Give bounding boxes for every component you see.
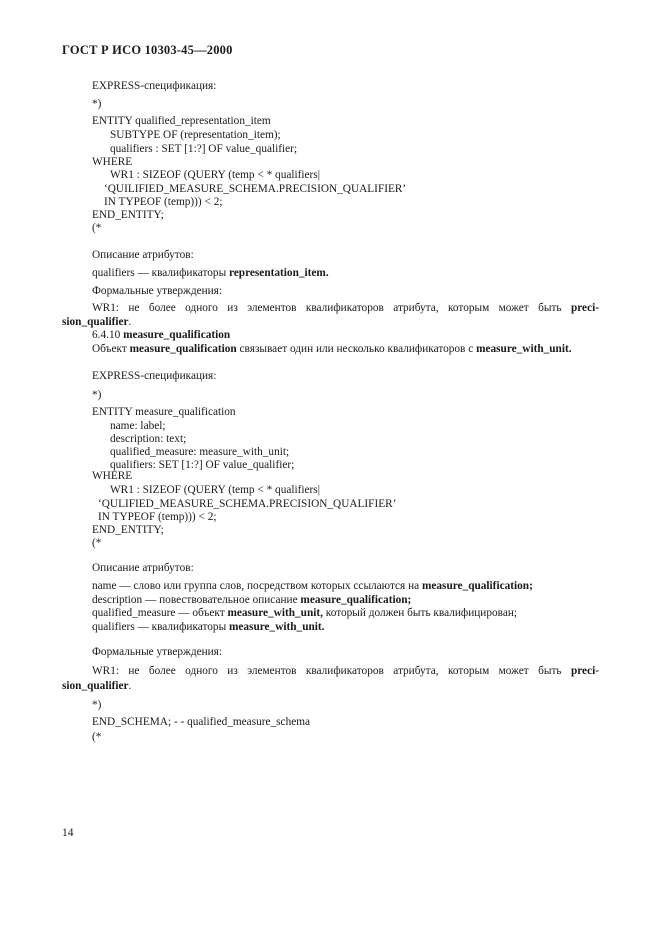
- comment-open: *): [92, 98, 102, 110]
- where-line: WHERE: [92, 156, 133, 168]
- comment-close: (*: [92, 537, 102, 549]
- comment-close: (*: [92, 731, 102, 743]
- attribute-description: name — слово или группа слов, посредством которых ссылаются на measure_qualification;: [92, 580, 533, 592]
- rule-description-cont: sion_qualifier.: [62, 316, 132, 328]
- attributes-label: Описание атрибутов:: [92, 562, 194, 574]
- rule-description: WR1: не более одного из элементов квалификаторов атрибута, которым может быть preci-: [92, 302, 599, 314]
- formal-rules-label: Формальные утверждения:: [92, 646, 223, 658]
- attribute-description: description — повествовательное описание measure_qualification;: [92, 594, 412, 606]
- attribute-description: qualifiers — квалификаторы representation_item.: [92, 267, 329, 279]
- rule-description-cont: sion_qualifier.: [62, 680, 132, 692]
- rule-typeof-line: IN TYPEOF (temp))) < 2;: [98, 511, 217, 523]
- attribute-line: description: text;: [110, 433, 187, 445]
- page-number: 14: [62, 827, 74, 839]
- attribute-line: qualifiers : SET [1:?] OF value_qualifier;: [110, 143, 298, 155]
- express-spec-label: EXPRESS-спецификация:: [92, 80, 217, 92]
- attribute-description: qualified_measure — объект measure_with_unit, который должен быть квалифицирован;: [92, 607, 518, 619]
- attribute-description: qualifiers — квалификаторы measure_with_unit.: [92, 621, 325, 633]
- comment-close: (*: [92, 222, 102, 234]
- formal-rules-label: Формальные утверждения:: [92, 285, 223, 297]
- section-paragraph: Объект measure_qualification связывает один или несколько квалификаторов с measure_with_unit.: [92, 343, 572, 355]
- comment-open: *): [92, 699, 102, 711]
- end-schema-line: END_SCHEMA; - - qualified_measure_schema: [92, 716, 311, 728]
- end-entity-line: END_ENTITY;: [92, 209, 164, 221]
- attribute-line: qualifiers: SET [1:?] OF value_qualifier;: [110, 459, 295, 471]
- rule-line: WR1 : SIZEOF (QUERY (temp < * qualifiers|: [110, 169, 320, 181]
- express-spec-label: EXPRESS-спецификация:: [92, 370, 217, 382]
- attribute-line: name: label;: [110, 420, 166, 432]
- attribute-line: qualified_measure: measure_with_unit;: [110, 446, 290, 458]
- comment-open: *): [92, 389, 102, 401]
- attributes-label: Описание атрибутов:: [92, 249, 194, 261]
- rule-description: WR1: не более одного из элементов квалификаторов атрибута, которым может быть preci-: [92, 665, 599, 677]
- end-entity-line: END_ENTITY;: [92, 524, 164, 536]
- rule-typeof-line: IN TYPEOF (temp))) < 2;: [104, 196, 223, 208]
- rule-string-line: ‘QULIFIED_MEASURE_SCHEMA.PRECISION_QUALIFIER’: [98, 498, 397, 510]
- rule-string-line: ‘QUILIFIED_MEASURE_SCHEMA.PRECISION_QUALIFIER’: [104, 183, 407, 195]
- entity-line: ENTITY qualified_representation_item: [92, 115, 271, 127]
- subtype-line: SUBTYPE OF (representation_item);: [110, 129, 281, 141]
- document-header: ГОСТ Р ИСО 10303-45—2000: [62, 43, 233, 57]
- where-line: WHERE: [92, 470, 133, 482]
- entity-line: ENTITY measure_qualification: [92, 406, 236, 418]
- rule-line: WR1 : SIZEOF (QUERY (temp < * qualifiers|: [110, 484, 320, 496]
- section-heading: 6.4.10 measure_qualification: [92, 329, 231, 341]
